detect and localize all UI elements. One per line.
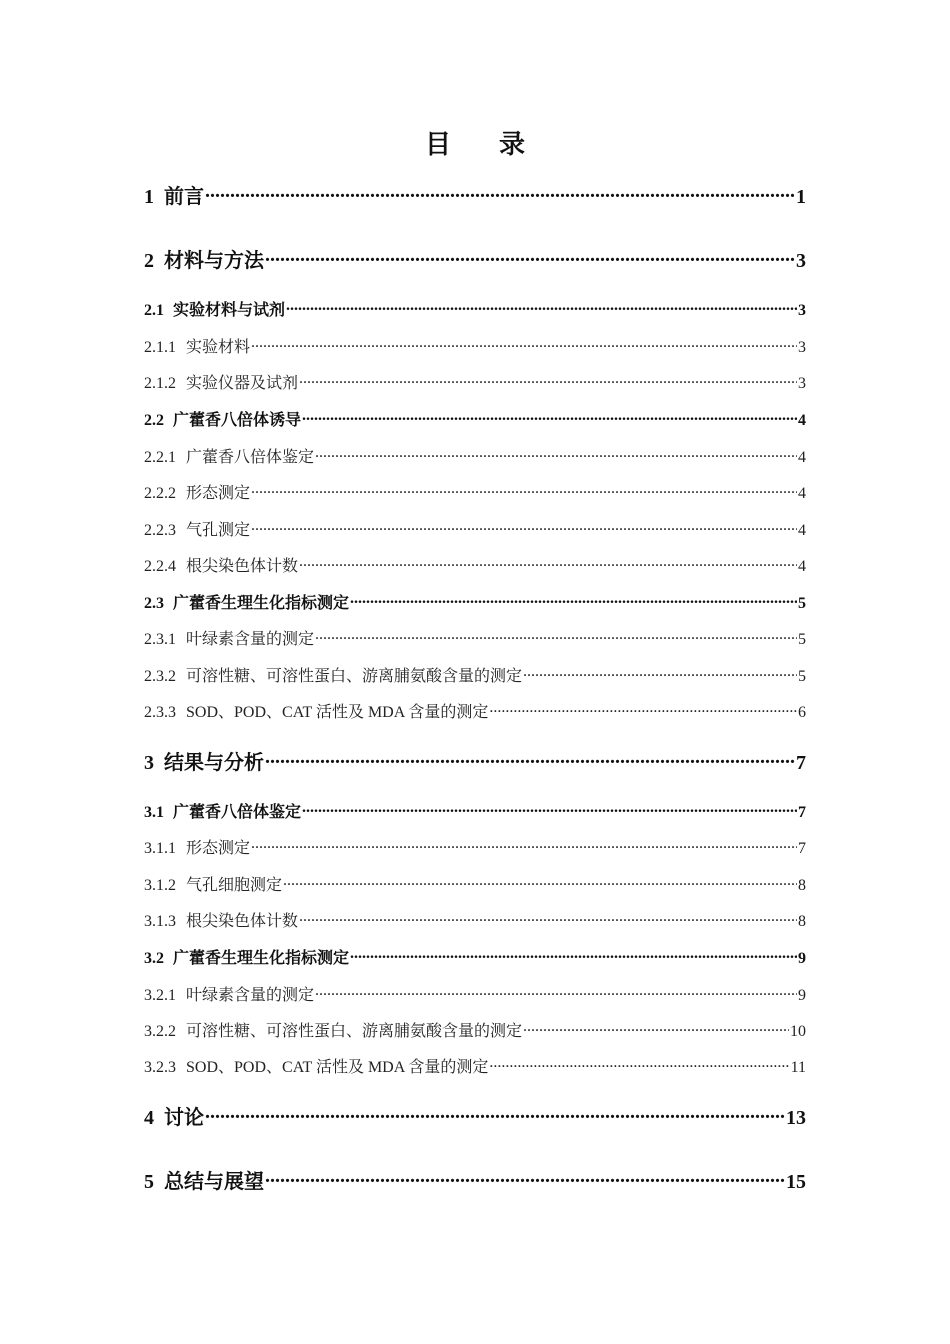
- toc-title: [0, 124, 950, 161]
- toc-entry[interactable]: [144, 368, 806, 393]
- toc-entry[interactable]: [144, 744, 806, 775]
- toc-entry[interactable]: [144, 332, 806, 357]
- toc-entry-text: 结果与分析: [164, 752, 264, 774]
- toc-entry[interactable]: [144, 1052, 806, 1077]
- toc-entry[interactable]: [144, 1099, 806, 1130]
- toc-entry-page: 9: [798, 950, 806, 967]
- toc-leader-dots: [205, 1099, 785, 1124]
- toc-entry-number: 3.1.2: [144, 877, 176, 894]
- toc-entry-page: 11: [790, 1059, 806, 1076]
- toc-leader-dots: [251, 515, 797, 535]
- toc-leader-dots: [205, 178, 795, 203]
- toc-entry-text: 实验材料: [186, 339, 251, 356]
- toc-leader-dots: [251, 833, 797, 853]
- toc-leader-dots: [489, 697, 797, 717]
- toc-entry-page: 8: [798, 877, 806, 894]
- toc-entry[interactable]: [144, 661, 806, 686]
- toc-entry-number: 2.2.3: [144, 522, 176, 539]
- toc-entry-number: 3.2.3: [144, 1059, 176, 1076]
- toc-entry-page: 13: [786, 1107, 806, 1129]
- toc-leader-dots: [299, 551, 797, 571]
- toc-entry-page: 7: [796, 752, 806, 774]
- toc-leader-dots: [302, 405, 797, 425]
- toc-leader-dots: [265, 744, 795, 769]
- toc-entry[interactable]: [144, 980, 806, 1005]
- toc-entry-text: 前言: [164, 186, 204, 208]
- toc-entry[interactable]: [144, 178, 806, 209]
- toc-entry-number: 2.1.1: [144, 339, 176, 356]
- toc-entry[interactable]: [144, 515, 806, 540]
- toc-entry[interactable]: [144, 478, 806, 503]
- toc-entry[interactable]: [144, 624, 806, 649]
- toc-leader-dots: [315, 980, 797, 1000]
- toc-leader-dots: [251, 478, 797, 498]
- toc-entry-text: SOD、POD、CAT 活性及 MDA 含量的测定: [186, 1059, 489, 1076]
- toc-entry-text: 可溶性糖、可溶性蛋白、游离脯氨酸含量的测定: [186, 1023, 523, 1040]
- toc-leader-dots: [265, 1163, 785, 1188]
- toc-leader-dots: [523, 661, 797, 681]
- toc-leader-dots: [286, 295, 797, 315]
- toc-entry[interactable]: [144, 551, 806, 576]
- toc-entry-text: 广藿香八倍体诱导: [173, 412, 302, 429]
- toc-entry-page: 3: [798, 302, 806, 319]
- toc-leader-dots: [350, 943, 797, 963]
- toc-entry-text: 叶绿素含量的测定: [186, 631, 315, 648]
- toc-entry-number: 2.3.2: [144, 668, 176, 685]
- toc-entry-page: 4: [798, 412, 806, 429]
- toc-entry-text: 形态测定: [186, 840, 251, 857]
- toc-leader-dots: [315, 624, 797, 644]
- toc-entry-page: 6: [798, 704, 806, 721]
- toc-entry-text: 可溶性糖、可溶性蛋白、游离脯氨酸含量的测定: [186, 668, 523, 685]
- toc-entry-page: 9: [798, 987, 806, 1004]
- toc-entry-number: 2.1.2: [144, 375, 176, 392]
- toc-leader-dots: [302, 797, 797, 817]
- toc-leader-dots: [315, 442, 797, 462]
- toc-entry-page: 4: [798, 558, 806, 575]
- toc-entry-page: 4: [798, 449, 806, 466]
- toc-entry-text: 实验仪器及试剂: [186, 375, 299, 392]
- toc-entry-number: 2.3.1: [144, 631, 176, 648]
- toc-entry-page: 3: [798, 339, 806, 356]
- toc-entry-number: 3.1.3: [144, 913, 176, 930]
- toc-entry-page: 8: [798, 913, 806, 930]
- toc-entry-page: 4: [798, 522, 806, 539]
- toc-entry-number: 3.2.1: [144, 987, 176, 1004]
- toc-entry-page: 3: [796, 250, 806, 272]
- toc-entry-page: 5: [798, 668, 806, 685]
- toc-leader-dots: [489, 1052, 789, 1072]
- toc-entry[interactable]: [144, 943, 806, 968]
- toc-entry-text: 叶绿素含量的测定: [186, 987, 315, 1004]
- toc-entry-text: 总结与展望: [164, 1171, 264, 1193]
- toc-entry-number: 2.1: [144, 302, 164, 319]
- toc-entry[interactable]: [144, 906, 806, 931]
- toc-entry-text: 气孔测定: [186, 522, 251, 539]
- toc-entry-number: 3.1.1: [144, 840, 176, 857]
- toc-entry-text: 讨论: [164, 1107, 204, 1129]
- toc-entry-text: 广藿香八倍体鉴定: [186, 449, 315, 466]
- toc-entry-page: 4: [798, 485, 806, 502]
- toc-entry-text: 形态测定: [186, 485, 251, 502]
- toc-entry-page: 15: [786, 1171, 806, 1193]
- toc-entry-text: 材料与方法: [164, 250, 264, 272]
- toc-entry-number: 1: [144, 186, 154, 208]
- toc-entry-page: 7: [798, 804, 806, 821]
- toc-entry[interactable]: [144, 697, 806, 722]
- toc-entry[interactable]: [144, 242, 806, 273]
- toc-leader-dots: [251, 332, 797, 352]
- toc-entry-page: 7: [798, 840, 806, 857]
- toc-entry-text: 广藿香生理生化指标测定: [173, 950, 350, 967]
- toc-leader-dots: [523, 1016, 789, 1036]
- toc-entry-number: 3.2: [144, 950, 164, 967]
- toc-entry-number: 2.2.1: [144, 449, 176, 466]
- toc-entry-number: 4: [144, 1107, 154, 1129]
- toc-entry-number: 3.2.2: [144, 1023, 176, 1040]
- toc-title-part1: 目: [424, 130, 451, 159]
- toc-entry[interactable]: [144, 405, 806, 430]
- toc-leader-dots: [265, 242, 795, 267]
- toc-entry[interactable]: [144, 870, 806, 895]
- toc-entry[interactable]: [144, 295, 806, 320]
- toc-entry-text: 气孔细胞测定: [186, 877, 283, 894]
- toc-entry[interactable]: [144, 1016, 806, 1041]
- toc-entry-text: SOD、POD、CAT 活性及 MDA 含量的测定: [186, 704, 489, 721]
- toc-entry-page: 10: [790, 1023, 806, 1040]
- toc-entry-page: 1: [796, 186, 806, 208]
- toc-entry-number: 5: [144, 1171, 154, 1193]
- toc-entry-number: 2.2.2: [144, 485, 176, 502]
- toc-leader-dots: [283, 870, 797, 890]
- toc-entry[interactable]: [144, 588, 806, 613]
- toc-entry-number: 2.2: [144, 412, 164, 429]
- toc-entry-page: 3: [798, 375, 806, 392]
- toc-entry[interactable]: [144, 797, 806, 822]
- toc-entry-number: 3: [144, 752, 154, 774]
- toc-entry-number: 2: [144, 250, 154, 272]
- toc-entry-text: 实验材料与试剂: [173, 302, 286, 319]
- toc-entry-text: 广藿香生理生化指标测定: [173, 595, 350, 612]
- toc-leader-dots: [299, 368, 797, 388]
- toc-title-part2: 录: [499, 130, 526, 159]
- toc-entry-number: 2.3: [144, 595, 164, 612]
- toc-entry-number: 2.3.3: [144, 704, 176, 721]
- toc-entry-number: 3.1: [144, 804, 164, 821]
- toc-entry-text: 根尖染色体计数: [186, 913, 299, 930]
- toc-entry[interactable]: [144, 833, 806, 858]
- toc-entry-number: 2.2.4: [144, 558, 176, 575]
- toc-entry-text: 广藿香八倍体鉴定: [173, 804, 302, 821]
- toc-leader-dots: [299, 906, 797, 926]
- toc-leader-dots: [350, 588, 797, 608]
- toc-entry[interactable]: [144, 1163, 806, 1194]
- toc-entry-page: 5: [798, 595, 806, 612]
- toc-entry-text: 根尖染色体计数: [186, 558, 299, 575]
- toc-entry[interactable]: [144, 442, 806, 467]
- toc-entry-page: 5: [798, 631, 806, 648]
